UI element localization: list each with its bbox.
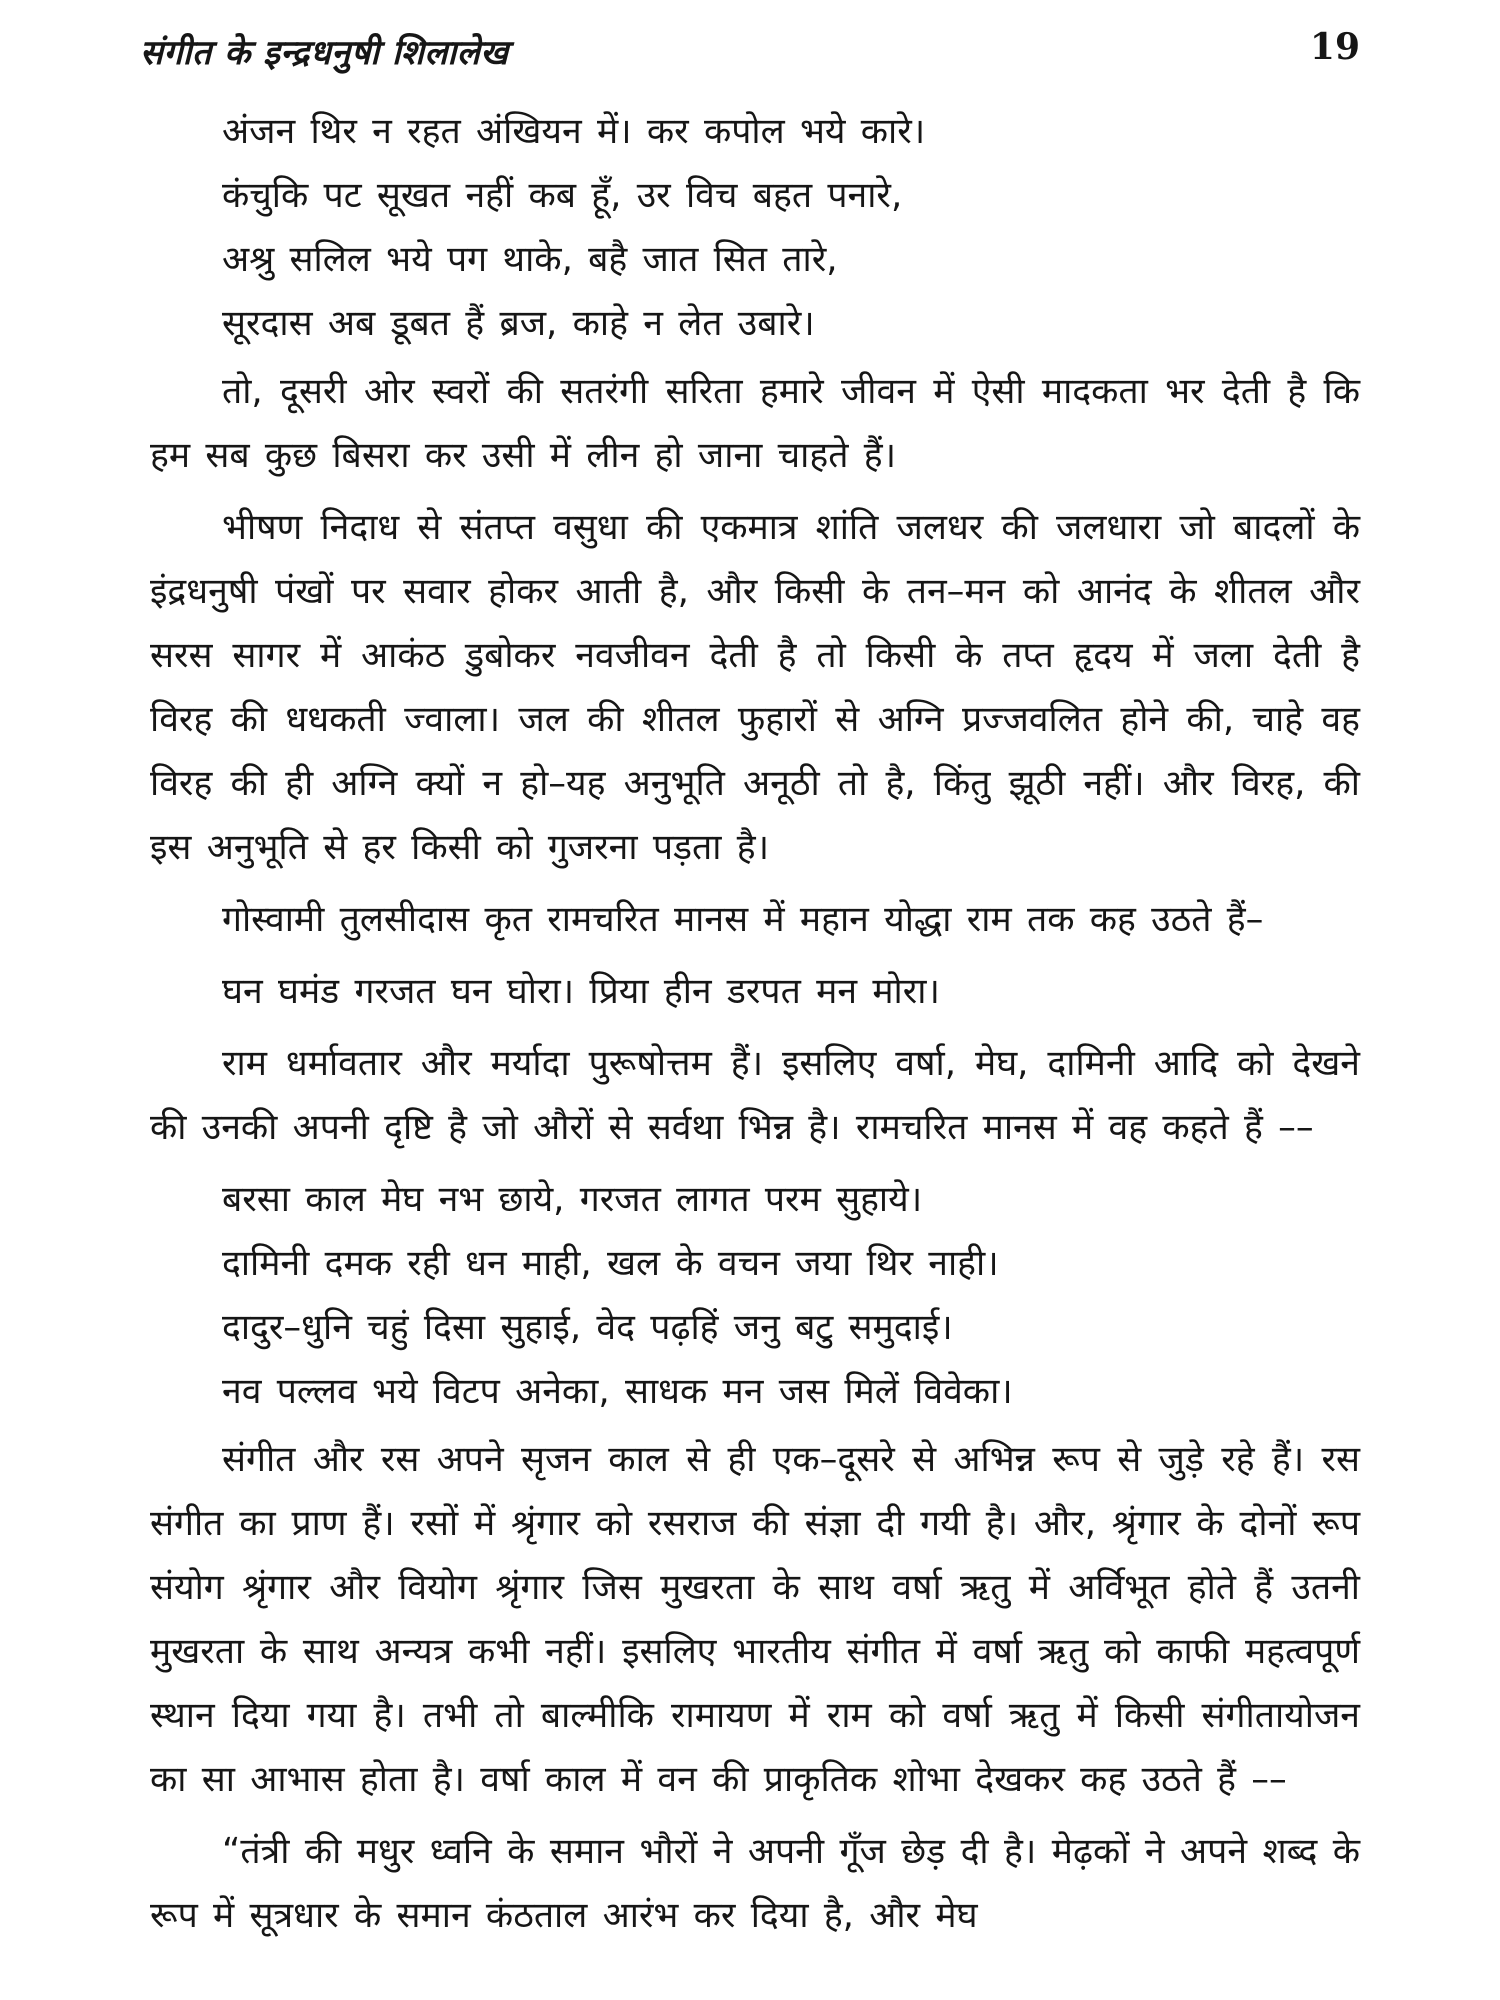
verse-stanza-ramcharitmanas: [222, 1168, 1360, 1424]
paragraph-sangeet-ras: संगीत और रस अपने सृजन काल से ही एक–दूसरे से अभिन्न रूप से जुड़े रहे हैं। रस संगीत का प्राण हैं। रसों में श्रृंगार को रसराज की संज्ञा दी गयी है। और, श्रृंगार के दोनों रूप संयोग श्रृंगार और वियोग श्रृंगार जिस मुखरता के साथ वर्षा ऋतु में अर्विभूत होते हैं उतनी मुखरता के साथ अन्यत्र कभी नहीं। इसलिए भारतीय संगीत में वर्षा ऋतु को काफी महत्वपूर्ण स्थान दिया गया है। तभी तो बाल्मीकि रामायण में राम को वर्षा ऋतु में किसी संगीतायोजन का सा आभास होता है। वर्षा काल में वन की प्राकृतिक शोभा देखकर कह उठते हैं ––: [150, 1439, 1360, 1800]
verse-line-ghan-ghamand: घन घमंड गरजत घन घोरा। प्रिया हीन डरपत मन मोरा।: [222, 971, 940, 1012]
paragraph-music-intoxication: तो, दूसरी ओर स्वरों की सतरंगी सरिता हमारे जीवन में ऐसी मादकता भर देती है कि हम सब कुछ बिसरा कर उसी में लीन हो जाना चाहते हैं।: [150, 371, 1360, 476]
running-head: संगीत के इन्द्रधनुषी शिलालेख: [140, 33, 509, 73]
verse-line: दामिनी दमक रही धन माही, खल के वचन जया थिर नाही।: [222, 1243, 999, 1284]
paragraph-tulsidas-intro: गोस्वामी तुलसीदास कृत रामचरित मानस में महान योद्धा राम तक कह उठते हैं–: [222, 899, 1264, 940]
paragraph-ram-view: राम धर्मावतार और मर्यादा पुरूषोत्तम हैं। इसलिए वर्षा, मेघ, दामिनी आदि को देखने की उनकी अपनी दृष्टि है जो औरों से सर्वथा भिन्न है। रामचरित मानस में वह कहते हैं ––: [150, 1043, 1360, 1148]
paragraph-tantri-quote: “तंत्री की मधुर ध्वनि के समान भौरों ने अपनी गूँज छेड़ दी है। मेढ़कों ने अपने शब्द के रूप में सूत्रधार के समान कंठताल आरंभ कर दिया है, और मेघ: [150, 1831, 1360, 1936]
verse-line: नव पल्लव भये विटप अनेका, साधक मन जस मिलें विवेका।: [222, 1371, 1013, 1412]
verse-stanza-surdas: [222, 100, 1360, 356]
page-number: 19: [1309, 26, 1360, 68]
verse-line: अंजन थिर न रहत अंखियन में। कर कपोल भये कारे।: [222, 111, 926, 152]
verse-line: सूरदास अब डूबत हैं ब्रज, काहे न लेत उबारे।: [222, 303, 815, 344]
verse-line: बरसा काल मेघ नभ छाये, गरजत लागत परम सुहाये।: [222, 1179, 923, 1220]
verse-line: अश्रु सलिल भये पग थाके, बहै जात सित तारे,: [222, 239, 838, 280]
page-body: [150, 100, 1360, 1956]
page-header: [140, 22, 1360, 82]
paragraph-rain-viraha: भीषण निदाध से संतप्त वसुधा की एकमात्र शांति जलधर की जलधारा जो बादलों के इंद्रधनुषी पंखों पर सवार होकर आती है, और किसी के तन–मन को आनंद के शीतल और सरस सागर में आकंठ डुबोकर नवजीवन देती है तो किसी के तप्त हृदय में जला देती है विरह की धधकती ज्वाला। जल की शीतल फुहारों से अग्नि प्रज्जवलित होने की, चाहे वह विरह की ही अग्नि क्यों न हो–यह अनुभूति अनूठी तो है, किंतु झूठी नहीं। और विरह, की इस अनुभूति से हर किसी को गुजरना पड़ता है।: [150, 507, 1360, 868]
verse-line: दादुर–धुनि चहुं दिसा सुहाई, वेद पढ़हिं जनु बटु समुदाई।: [222, 1307, 953, 1348]
verse-line: कंचुकि पट सूखत नहीं कब हूँ, उर विच बहत पनारे,: [222, 175, 903, 216]
